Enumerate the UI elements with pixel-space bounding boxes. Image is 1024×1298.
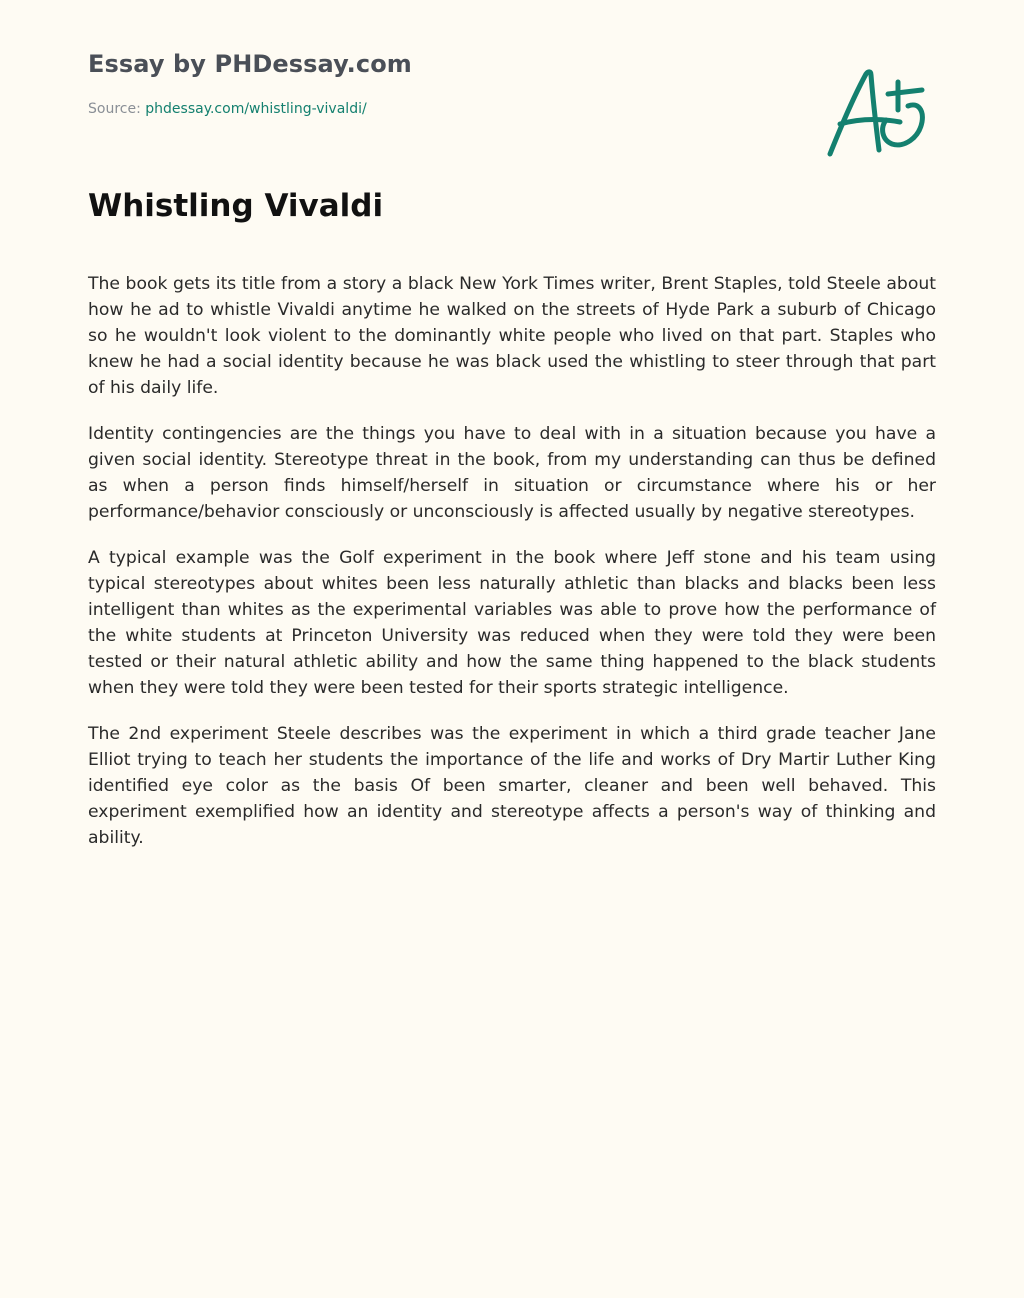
essay-paragraph-2: Identity contingencies are the things you have to deal with in a situation because you have a given social identity. Stereotype threat in the book, from my understanding can thus be defined as when a person finds himself/herself in situation or circumstance where his or her performance/behavior consciously or unconsciously is affected usually by negative stereotypes. <box>88 424 936 522</box>
page-title: Whistling Vivaldi <box>88 188 384 224</box>
source-label: Source: <box>88 101 146 117</box>
a-plus-grade-icon <box>818 62 930 162</box>
source-line <box>88 101 367 117</box>
essay-paragraph-4: The 2nd experiment Steele describes was the experiment in which a third grade teacher Jane Elliot trying to teach her students the importance of the life and works of Dry Martir Luther King identified eye color as the basis Of been smarter, cleaner and been well behaved. This experiment exemplified how an identity and stereotype affects a person's way of thinking and ability. <box>88 724 936 848</box>
essay-body <box>88 271 936 871</box>
essay-paragraph-3: A typical example was the Golf experiment in the book where Jeff stone and his team using typical stereotypes about whites been less naturally athletic than blacks and blacks been less intelligent than whites as the experimental variables was able to prove how the performance of the white students at Princeton University was reduced when they were told they were been tested or their natural athletic ability and how the same thing happened to the black students when they were told they were been tested for their sports strategic intelligence. <box>88 548 936 698</box>
source-link[interactable]: phdessay.com/whistling-vivaldi/ <box>145 101 367 117</box>
essay-paragraph-1: The book gets its title from a story a black New York Times writer, Brent Staples, told Steele about how he ad to whistle Vivaldi anytime he walked on the streets of Hyde Park a suburb of Chicago so he wouldn't look violent to the dominantly white people who lived on that part. Staples who knew he had a social identity because he was black used the whistling to steer through that part of his daily life. <box>88 274 936 398</box>
site-brand: Essay by PHDessay.com <box>88 50 412 78</box>
